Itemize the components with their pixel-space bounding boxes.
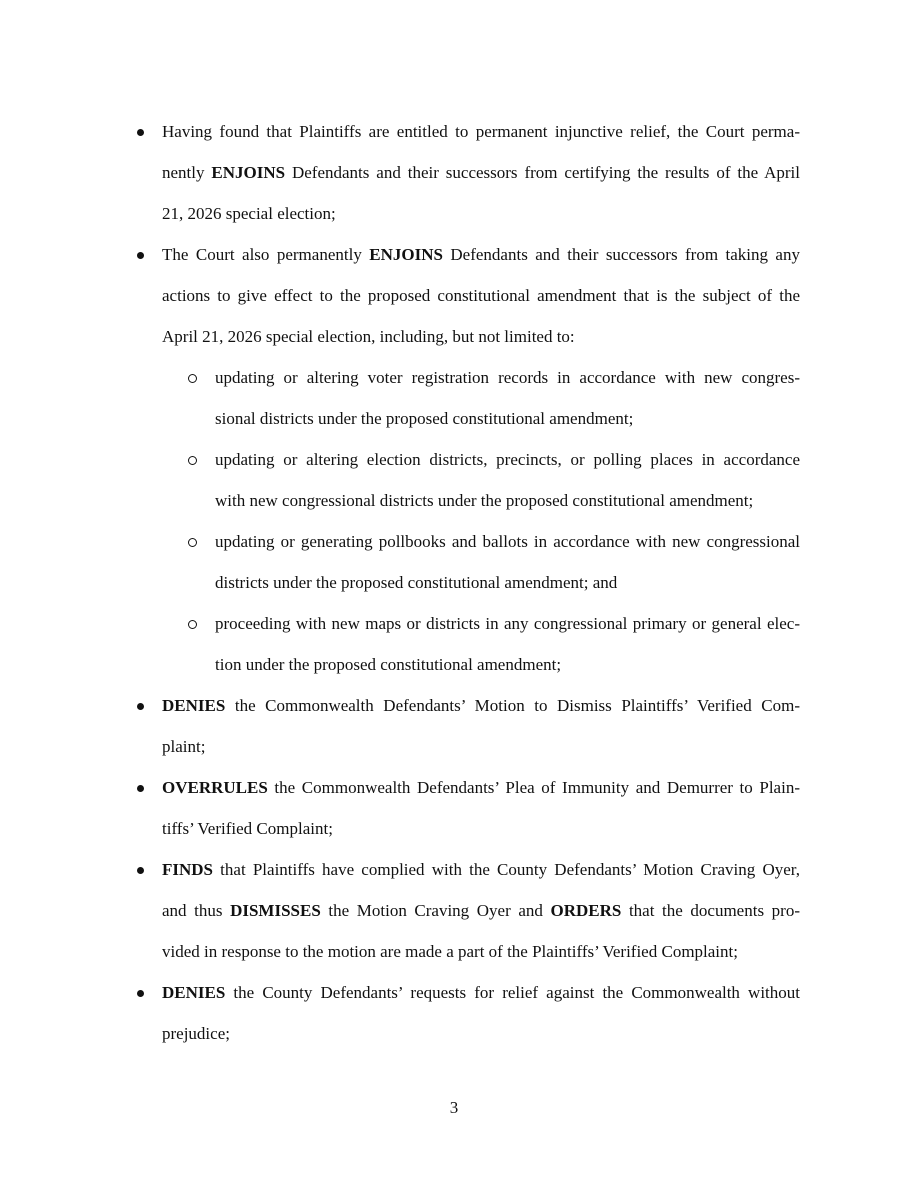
- sub-item-line: tion under the proposed constitutional amendment;: [215, 655, 562, 674]
- sub-item-line: sional districts under the proposed constitutional amendment;: [215, 409, 634, 428]
- list-item-line: prejudice;: [162, 1024, 230, 1043]
- list-item-line: FINDS that Plaintiffs have complied with the County Defendants’ Motion Craving Oyer,: [162, 860, 800, 879]
- sub-item-line: districts under the proposed constitutional amendment; and: [215, 573, 618, 592]
- list-item-line: OVERRULES the Commonwealth Defendants’ Plea of Immunity and Demurrer to Plain-: [162, 778, 800, 797]
- bullet-icon: [137, 990, 144, 997]
- bullet-icon: [137, 252, 144, 259]
- sub-item-line: updating or altering election districts, precincts, or polling places in accordance: [215, 450, 800, 469]
- list-item-line: DENIES the County Defendants’ requests for relief against the Commonwealth without: [162, 983, 800, 1002]
- bold-directive: DENIES: [162, 983, 226, 1002]
- list-item-line: DENIES the Commonwealth Defendants’ Motion to Dismiss Plaintiffs’ Verified Com-: [162, 696, 800, 715]
- bold-directive: DISMISSES: [230, 901, 321, 920]
- sub-bullet-icon: [188, 620, 197, 629]
- list-item-line: 21, 2026 special election;: [162, 204, 336, 223]
- bold-directive: OVERRULES: [162, 778, 268, 797]
- list-item-line: plaint;: [162, 737, 206, 756]
- list-item-line: and thus DISMISSES the Motion Craving Oyer and ORDERS that the documents pro-: [162, 901, 800, 920]
- bullet-icon: [137, 785, 144, 792]
- bullet-icon: [137, 867, 144, 874]
- bold-directive: ORDERS: [550, 901, 622, 920]
- bold-directive: DENIES: [162, 696, 226, 715]
- list-item-line: The Court also permanently ENJOINS Defendants and their successors from taking any: [162, 245, 800, 264]
- list-item-line: nently ENJOINS Defendants and their successors from certifying the results of the April: [162, 163, 800, 182]
- list-item-line: actions to give effect to the proposed constitutional amendment that is the subject of the: [162, 286, 800, 305]
- sub-item-line: updating or generating pollbooks and ballots in accordance with new congressional: [215, 532, 800, 551]
- bold-directive: ENJOINS: [369, 245, 443, 264]
- sub-bullet-icon: [188, 538, 197, 547]
- page-number: 3: [449, 1098, 459, 1117]
- list-item-line: vided in response to the motion are made a part of the Plaintiffs’ Verified Complaint;: [162, 942, 738, 961]
- sub-bullet-icon: [188, 374, 197, 383]
- list-item-line: April 21, 2026 special election, including, but not limited to:: [162, 327, 575, 346]
- sub-item-line: with new congressional districts under the proposed constitutional amendment;: [215, 491, 754, 510]
- bold-directive: ENJOINS: [211, 163, 286, 182]
- sub-item-line: proceeding with new maps or districts in any congressional primary or general elec-: [215, 614, 800, 633]
- list-item-line: Having found that Plaintiffs are entitled to permanent injunctive relief, the Court perma-: [162, 122, 800, 141]
- sub-item-line: updating or altering voter registration records in accordance with new congres-: [215, 368, 800, 387]
- bold-directive: FINDS: [162, 860, 214, 879]
- bullet-icon: [137, 703, 144, 710]
- list-item-line: tiffs’ Verified Complaint;: [162, 819, 333, 838]
- sub-bullet-icon: [188, 456, 197, 465]
- bullet-icon: [137, 129, 144, 136]
